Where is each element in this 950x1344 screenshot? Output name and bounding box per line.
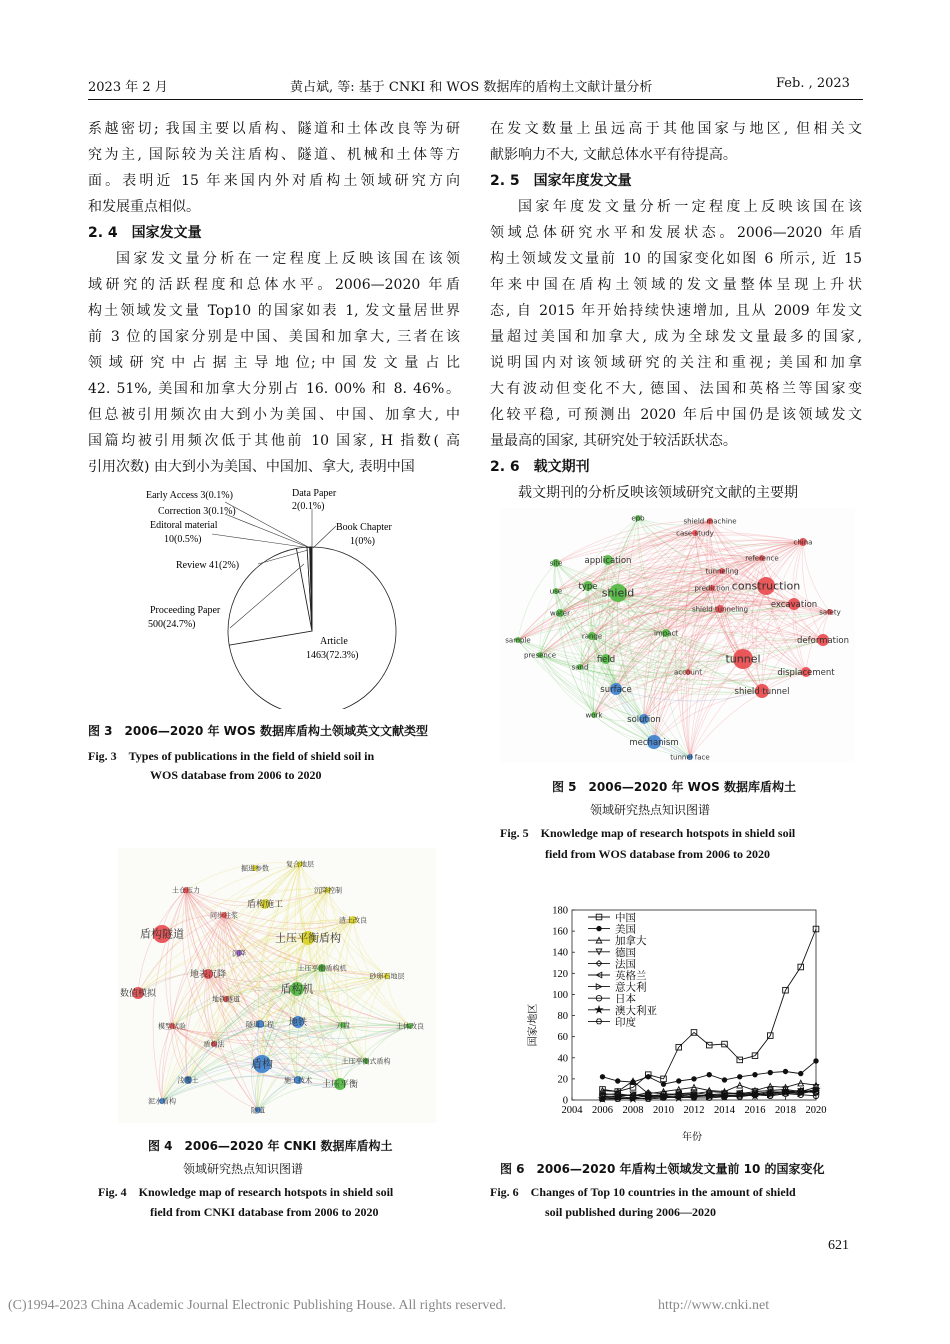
fig6-ytick-label: 40 xyxy=(557,1053,568,1065)
fig6-xtick-label: 2016 xyxy=(744,1105,766,1116)
fig4-label: 盾构机 xyxy=(280,982,314,996)
left-paragraph-2-line: 前 3 位的国家分别是中国、美国和加拿大, 三者在该 xyxy=(88,329,460,345)
fig4-caption-en-2: field from CNKI database from 2006 to 2020 xyxy=(150,1205,379,1219)
fig3-pie xyxy=(228,547,396,709)
fig4-knowledge-map xyxy=(118,848,436,1123)
fig6-point xyxy=(600,1075,604,1079)
fig4-caption-en-1: Fig. 4 Knowledge map of research hotspots in shield soil xyxy=(98,1185,394,1199)
fig3-value-proceeding: 500(24.7%) xyxy=(148,619,196,630)
fig4-caption-zh-2: 领域研究热点知识图谱 xyxy=(183,1162,304,1176)
left-paragraph-2-line: 国篇均被引用频次低于其他前 10 国家, H 指数( 高 xyxy=(88,433,460,449)
fig6-point xyxy=(799,1071,803,1075)
left-paragraph-1-line: 和发展重点相似。 xyxy=(88,199,200,215)
right-paragraph-2-line: 构土领域发文量前 10 的国家变化如图 6 所示, 近 15 xyxy=(490,251,862,267)
header-date: 2023 年 2 月 xyxy=(88,80,168,95)
fig4-label: 盾构施工 xyxy=(246,900,284,910)
fig4-label: 刀盘 xyxy=(336,1021,350,1030)
fig4-label: 地铁 xyxy=(288,1018,308,1028)
fig5-label: tunneling xyxy=(705,567,739,576)
right-paragraph-2 xyxy=(490,194,862,454)
fig5-label: solution xyxy=(627,714,661,725)
fig3-caption-en-2: WOS database from 2006 to 2020 xyxy=(150,768,322,782)
header-title: 黄占斌, 等: 基于 CNKI 和 WOS 数据库的盾构土文献计量分析 xyxy=(290,80,653,95)
right-paragraph-2-line: 化较平稳, 可预测出 2020 年后中国仍是该领域发文 xyxy=(490,407,862,423)
fig6-point xyxy=(753,1072,757,1076)
fig5-label: epb xyxy=(631,514,645,523)
fig3-pie-chart xyxy=(140,484,460,709)
left-paragraph-1-line: 系越密切; 我国主要以盾构、隧道和土体改良等为研 xyxy=(88,121,460,137)
fig6-ytick-label: 80 xyxy=(557,1011,568,1023)
fig3-leader-book-chapter xyxy=(313,526,336,548)
right-paragraph-2-line: 年来中国在盾构土领域的发文量整体呈现上升状 xyxy=(490,277,862,293)
section-2-6-heading: 2. 6 载文期刊 xyxy=(490,459,590,475)
fig6-ytick-label: 20 xyxy=(557,1074,568,1086)
fig4-label: 土压平衡盾构 xyxy=(275,931,341,945)
fig6-ytick-label: 160 xyxy=(552,926,568,938)
fig4-label: 土体改良 xyxy=(396,1022,424,1031)
fig4-label: 地表沉降 xyxy=(189,970,227,980)
fig5-label: sample xyxy=(505,636,531,645)
fig6-legend-label: 加拿大 xyxy=(615,935,647,948)
left-column xyxy=(88,116,460,480)
fig6-xtick-label: 2004 xyxy=(561,1105,583,1116)
right-paragraph-2-line: 领域总体研究水平和发展状态。2006—2020 年盾 xyxy=(490,225,862,241)
section-2-4-heading: 2. 4 国家发文量 xyxy=(88,225,202,241)
fig6-point xyxy=(597,926,601,930)
left-paragraph-2-line: 构土领域发文量 Top10 的国家如表 1, 发文量居世界 xyxy=(88,303,460,319)
fig4-label: 数值模拟 xyxy=(119,989,157,999)
fig6-series-circle xyxy=(600,1059,818,1087)
fig4-label: 地铁隧道 xyxy=(212,995,240,1004)
footer-url[interactable]: http://www.cnki.net xyxy=(658,1298,770,1313)
fig5-label: shield machine xyxy=(683,517,737,526)
fig4-label: 施工技术 xyxy=(284,1076,312,1085)
left-paragraph-2 xyxy=(88,246,460,480)
fig6-point xyxy=(596,1006,602,1012)
right-paragraph-1 xyxy=(490,116,862,168)
fig6-ytick-label: 140 xyxy=(552,947,568,959)
fig6-caption-zh: 图 6 2006—2020 年盾构土领域发文量前 10 的国家变化 xyxy=(500,1162,825,1176)
fig4-label: 模型试验 xyxy=(158,1022,186,1031)
fig6-xtick-label: 2012 xyxy=(683,1105,705,1116)
right-paragraph-1-line: 在发文数量上虽远高于其他国家与地区, 但相关文 xyxy=(490,121,862,137)
fig5-label: excavation xyxy=(770,599,818,610)
fig3-value-book-chapter: 1(0%) xyxy=(350,536,375,547)
fig5-label: water xyxy=(550,609,570,618)
fig6-point xyxy=(677,1079,681,1083)
fig5-label: tunnel xyxy=(725,652,761,666)
left-paragraph-2-line: 42. 51%, 美国和加拿大分别占 16. 00% 和 8. 46%。 xyxy=(88,381,460,397)
fig6-point xyxy=(707,1072,711,1076)
fig4-label: 盾构 xyxy=(251,1057,273,1071)
fig6-point xyxy=(646,1075,650,1079)
fig4-label: 土压平衡 xyxy=(321,1080,359,1090)
right-paragraph-2-line: 说明国内对该领域研究的关注和重视; 美国和加拿 xyxy=(490,355,862,371)
fig4-label: 沉降 xyxy=(232,949,246,958)
fig6-xtick-label: 2006 xyxy=(592,1105,613,1116)
fig4-label: 盾构隧道 xyxy=(140,927,184,941)
fig6-point xyxy=(661,1082,665,1086)
fig5-label: shield xyxy=(601,586,635,600)
fig4-label: 隧道工程 xyxy=(246,1020,274,1029)
fig6-legend-label: 印度 xyxy=(615,1016,636,1029)
left-paragraph-2-line: 引用次数) 由大到小为美国、中国加、拿大, 表明中国 xyxy=(88,459,415,475)
fig5-label: prediction xyxy=(694,584,730,593)
fig5-label: displacement xyxy=(777,667,835,678)
fig3-value-data-paper: 2(0.1%) xyxy=(292,501,325,512)
fig6-legend-label: 澳大利亚 xyxy=(615,1004,657,1017)
fig6-caption-en-2: soil published during 2006—2020 xyxy=(545,1205,717,1219)
fig5-caption-en-2: field from WOS database from 2006 to 2020 xyxy=(545,847,770,861)
page-number: 621 xyxy=(828,1238,849,1253)
fig5-label: presence xyxy=(523,651,557,660)
fig5-caption-en-1: Fig. 5 Knowledge map of research hotspots in shield soil xyxy=(500,826,796,840)
right-paragraph-2-line: 国家年度发文量分析一定程度上反映该国在该 xyxy=(518,199,862,215)
fig6-ytick-label: 0 xyxy=(562,1095,568,1107)
fig6-legend-label: 意大利 xyxy=(615,981,647,994)
section-2-5-heading: 2. 5 国家年度发文量 xyxy=(490,173,632,189)
fig5-label: range xyxy=(581,632,603,641)
right-paragraph-3 xyxy=(490,480,862,506)
fig5-label: tunnel face xyxy=(670,753,710,762)
fig5-label: use xyxy=(549,587,563,596)
fig6-xtick-label: 2008 xyxy=(622,1105,644,1116)
right-paragraph-3-line: 载文期刊的分析反映该领域研究文献的主要期 xyxy=(518,485,798,501)
fig6-xtick-label: 2010 xyxy=(653,1105,674,1116)
left-paragraph-1-line: 究为主, 国际较为关注盾构、隧道、机械和土体等方 xyxy=(88,147,460,163)
fig6-point xyxy=(616,1079,620,1083)
fig6-legend-label: 中国 xyxy=(615,912,636,924)
fig5-label: shield tunneling xyxy=(691,605,749,614)
fig3-label-editorial: Editoral material xyxy=(150,520,218,531)
fig6-caption-en-1: Fig. 6 Changes of Top 10 countries in the amount of shield xyxy=(490,1185,796,1199)
fig3-caption-zh: 图 3 2006—2020 年 WOS 数据库盾构土领域英文文献类型 xyxy=(88,724,428,738)
fig3-value-editorial: 10(0.5%) xyxy=(164,534,202,545)
fig3-label-data-paper: Data Paper xyxy=(292,488,337,499)
fig6-xtick-label: 2014 xyxy=(714,1105,735,1116)
left-paragraph-2-line: 国家发文量分析在一定程度上反映该国在该领 xyxy=(116,251,460,267)
fig4-label: 同步注浆 xyxy=(210,911,238,920)
fig5-caption-zh-2: 领域研究热点知识图谱 xyxy=(590,803,711,817)
fig5-label: impact xyxy=(653,629,679,638)
fig4-label: 砂卵石地层 xyxy=(369,972,405,981)
fig6-point xyxy=(814,1059,818,1063)
left-paragraph-2-line: 但总被引用频次由大到小为美国、中国、加拿大, 中 xyxy=(88,407,460,423)
fig5-label: deformation xyxy=(797,635,849,646)
fig3-label-early-access: Early Access 3(0.1%) xyxy=(146,490,233,501)
fig6-ytick-label: 60 xyxy=(557,1032,568,1044)
fig6-point xyxy=(738,1075,742,1079)
footer-copyright: (C)1994-2023 China Academic Journal Electronic Publishing House. All rights reserved. xyxy=(8,1298,507,1313)
fig3-value-article: 1463(72.3%) xyxy=(306,650,359,661)
header-date-en: Feb. , 2023 xyxy=(776,76,850,91)
fig6-ylabel: 国家/地区 xyxy=(528,1003,539,1047)
fig5-label: safety xyxy=(819,608,841,617)
fig5-label: account xyxy=(674,668,702,677)
fig5-label: shield tunnel xyxy=(734,686,790,697)
fig3-label-book-chapter: Book Chapter xyxy=(336,522,392,533)
fig5-label: type xyxy=(578,581,598,592)
fig5-label: sand xyxy=(571,663,589,672)
fig4-label: 浅覆土 xyxy=(177,1076,199,1085)
left-paragraph-2-line: 域研究的活跃程度和总体水平。2006—2020 年盾 xyxy=(88,277,460,293)
fig5-label: reference xyxy=(745,554,779,563)
right-paragraph-1-line: 献影响力不大, 文献总体水平有待提高。 xyxy=(490,147,737,163)
fig4-label: 沉降控制 xyxy=(314,886,342,895)
fig6-legend-label: 日本 xyxy=(615,993,636,1006)
fig3-label-correction: Correction 3(0.1%) xyxy=(158,506,236,517)
right-paragraph-2-line: 量最高的国家, 其研究处于较活跃状态。 xyxy=(490,433,737,449)
fig3-label-article: Article xyxy=(320,636,348,647)
fig6-legend-label: 英格兰 xyxy=(615,970,647,982)
right-column xyxy=(490,116,862,506)
fig4-label: 土压平衡盾构机 xyxy=(297,964,347,973)
fig6-legend xyxy=(588,911,657,1028)
fig4-label: 掘进参数 xyxy=(241,864,269,873)
fig6-xlabel: 年份 xyxy=(682,1132,702,1143)
fig6-xtick-label: 2018 xyxy=(775,1105,796,1116)
fig6-legend-label: 法国 xyxy=(615,958,636,971)
fig3-leader-correction xyxy=(225,514,310,548)
fig3-leader-editorial xyxy=(212,534,310,548)
fig5-caption-zh-1: 图 5 2006—2020 年 WOS 数据库盾构土 xyxy=(552,780,796,794)
fig6-line-chart xyxy=(522,900,832,1148)
fig5-label: case study xyxy=(676,529,714,538)
fig6-point xyxy=(768,1070,772,1074)
header-rule xyxy=(88,99,863,100)
fig4-label: 土仓压力 xyxy=(172,886,200,895)
fig6-point xyxy=(692,1077,696,1081)
fig4-caption-zh-1: 图 4 2006—2020 年 CNKI 数据库盾构土 xyxy=(148,1139,393,1153)
fig6-legend-label: 德国 xyxy=(615,946,636,959)
fig3-label-review: Review 41(2%) xyxy=(176,560,240,571)
fig5-label: construction xyxy=(731,579,801,593)
fig6-point xyxy=(783,1069,787,1073)
fig5-label: application xyxy=(584,555,632,566)
fig5-label: field xyxy=(596,654,616,665)
fig4-label: 复合地层 xyxy=(286,860,314,869)
right-paragraph-2-line: 态, 自 2015 年开始持续快速增加, 且从 2009 年发文 xyxy=(490,303,862,319)
fig6-legend-label: 美国 xyxy=(615,923,636,936)
fig4-label: 隧道 xyxy=(251,1106,265,1115)
fig4-label: 土压平衡式盾构 xyxy=(341,1057,391,1066)
left-paragraph-1-line: 面。表明近 15 年来国内外对盾构土领域研究方向 xyxy=(88,173,460,189)
fig6-point xyxy=(722,1078,726,1082)
fig5-label: surface xyxy=(600,684,632,695)
left-paragraph-2-line: 领 域 研 究 中 占 据 主 导 地 位; 中 国 发 文 量 占 比 xyxy=(88,355,460,371)
fig4-label: 渣土改良 xyxy=(339,916,367,925)
fig5-label: work xyxy=(585,711,603,720)
right-paragraph-2-line: 大有波动但变化不大, 德国、法国和英格兰等国家变 xyxy=(490,381,862,397)
fig3-caption-en-1: Fig. 3 Types of publications in the field of shield soil in xyxy=(88,749,375,763)
fig5-label: mechanism xyxy=(629,737,679,748)
fig4-label: 泥水盾构 xyxy=(148,1097,176,1106)
right-paragraph-2-line: 量超过美国和加拿大, 成为全球发文量最多的国家, xyxy=(490,329,862,345)
fig6-xtick-label: 2020 xyxy=(805,1105,827,1116)
fig3-label-proceeding: Proceeding Paper xyxy=(150,605,221,616)
left-paragraph-1 xyxy=(88,116,460,220)
fig6-ytick-label: 120 xyxy=(552,968,568,980)
fig5-label: site xyxy=(549,559,563,568)
fig5-knowledge-map xyxy=(500,508,855,763)
fig6-ytick-label: 100 xyxy=(552,989,568,1001)
fig4-label: 盾构法 xyxy=(203,1040,225,1049)
fig6-ytick-label: 180 xyxy=(552,905,568,917)
fig5-label: china xyxy=(793,538,813,547)
